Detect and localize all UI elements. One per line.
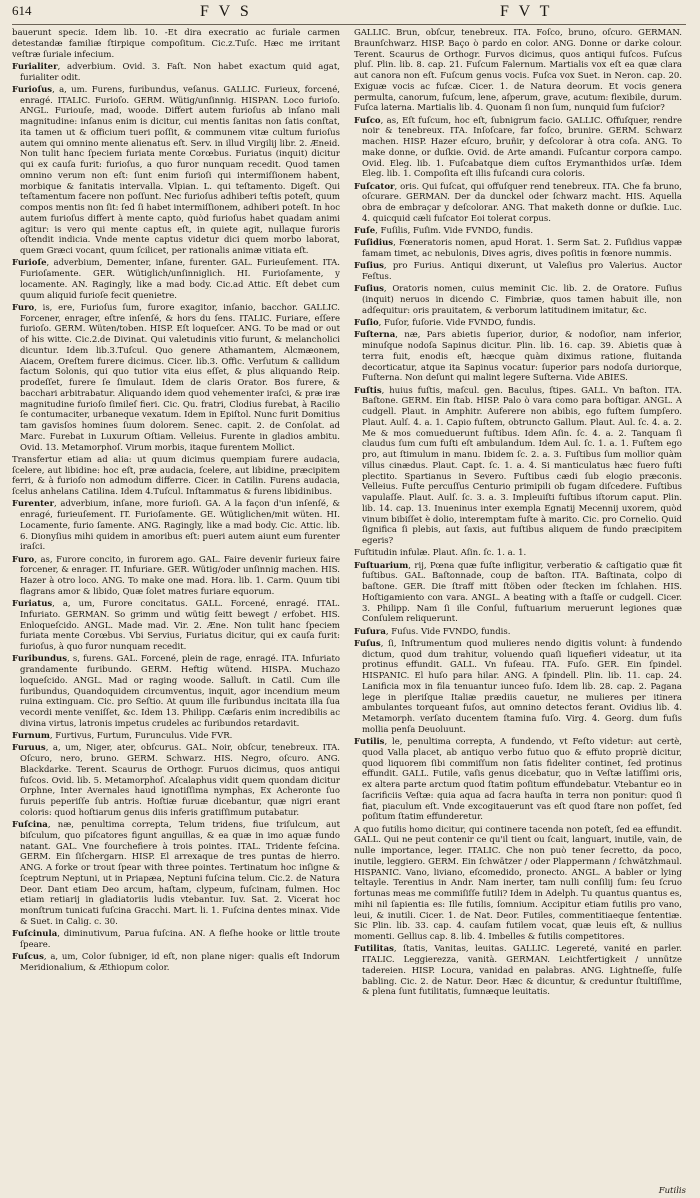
entry-text: , Oratoris nomen, cuius meminit Cic. lib. 2. de Oratore. Fuſius (inquit) neruos in dicendo C. Fimbriæ, quos tamen habuit ille, non adſequitur: oris prauitatem, & verborum latitudinem imitatur, &c. bbox=[362, 284, 682, 316]
entry-text: , as, Furore concito, in furorem ago. GAL. Faire devenir furieux faire forcener, & enrager. IT. Infuriare. GER. Wütig/oder unſinnig machen. HIS. Hazer à otro loco. ANG. To make one mad. Hora. lib. 1. Carm. Quum tibi flagrans amor & libido, Quæ ſolet matres furiare equorum. bbox=[20, 554, 340, 597]
dictionary-entry bbox=[354, 944, 682, 998]
dictionary-entry bbox=[12, 455, 340, 498]
entry-text: bauerunt speciε. Idem lib. 10. -Et dira execratio ac furiale carmen detestandæ familiæ ſtirpique compoſitum. Cic.z.Tuſc. Hæc me irritant veſtræ ſuriale infecium. bbox=[12, 28, 340, 60]
entry-text: , adverbium. Ovid. 3. Faſt. Non habet exactum quid agat, furialiter odit. bbox=[20, 61, 340, 83]
entry-text: , a, um, Color ſubniger, id eſt, non plane niger: qualis eſt Indorum Meridionalium, & Æthiopum color. bbox=[20, 952, 340, 973]
dictionary-entry bbox=[354, 548, 682, 559]
dictionary-entry bbox=[12, 743, 340, 818]
entry-text: , ſtatis, Vanitas, leuitas. GALLIC. Legereté, vanité en parler. ITALIC. Leggierezza, vanità. GERMAN. Leichtfertigkeit / unnütze tadereien. HISP. Locura, vanidad en palabras. ANG. Lightneſſe, fulſe babling. Cic. 2. de Natur. Deor. Hæc & dicuntur, & creduntur ſtultiſſime, & plena ſunt futilitatis, ſumnæque leuitatis. bbox=[362, 944, 682, 998]
entry-text: , ſi, Inſtrumentum quod mulieres nendo digitis volunt: à fundendo dictum, quod dum trahitur, voluendo quaſi liquefieri videatur, ut ita protinus effundit. GALL. Vn fuſeau. ITA. Fuſo. GER. Ein ſpindel. HISPANIC. El huſo para hilar. ANG. A ſpindell. Plin. lib. 11. cap. 24. Lanificia mox in fila tenuantur iunceo fuſo. Idem lib. 28. cap. 2. Pagana lege in pleriſque Italiæ prædiis cauetur, ne mulieres per itinera ambulantes torqueant fuſos, aut omnino detectos ferant. Ovidius lib. 4. Metamorph. verſato ducentem ſtamina fuſo. Virg. 4. Georg. dum fuſis mollia penſa Deuoluunt. bbox=[362, 638, 682, 735]
left-column bbox=[12, 28, 340, 1190]
entry-text: , as, Eſt fuſcum, hoc eſt, ſubnigrum facio. GALLIC. Offuſquer, rendre noir & tenebreux. ITA. Inſoſcare, far foſco, brunire. GERM. Schwarz machen. HISP. Hazer eſcuro, bruñir, y deſcolorar à otra coſa. ANG. To make donne, or duſkie. Ovid. de Arte amandi. Fuſcantur corpora campo. Ovid. Eleg. lib. 1. Fuſcabatque diem cuſtos Erymanthidos urſæ. Idem Eleg. lib. 1. Compoſita eſt illis fuſcandi cura coloris. bbox=[362, 115, 682, 180]
dictionary-entry bbox=[354, 28, 682, 114]
dictionary-entry bbox=[354, 561, 682, 626]
entry-text: , Fuſilis, Fuſim. Vide FVNDO, fundis. bbox=[375, 226, 534, 236]
entry-text: , is, ere, Furioſus ſum, furore exagitor, inſanio, bacchor. GALLIC. Forcener, enrager, eſtre inſenſé, & hors du ſens. ITALIC. Furiare, eſſere furioſo. GERM. Wüten/toben. HISP. Eſt loqueſcer. ANG. To be mad or out of his witte. Cic.2.de Divinat. Qui valetudinis vitio furunt, & melancholici dicuntur. Idem lib.3.Tuſcul. Quo genere Athamantem, Alcmæonem, Aiacem, Oreſtem furere dicimus. Cicer. lib.3. Offic. Verſutum & callidum factum Solonis, qui quo tutior vita eius eſſet, & plus aliquando Reip. prodeſſet, furere ſe ſimulaut. Idem de claris Orator. Bos furere, & bacchari arbitrabatur. Aliquando idem quod vehementer iraſci, & præ iræ magnitudine furioſo ſimileſ fieri. Cic. Qu. fratri, Clodius furebat, à Racilio ſe contumaciter, urbaneque vexatum. Idem in Epiſtol. Nunc furit Domitius tam gavisſos homines ſuum dolorem. Senec. capit. 2. de Conſolat. ad Marc. Furebat in Luxurum Oſtiam. Velleius. Furente in gladios ambitu. Ovid. 13. Metamorphoſ. Virum morbis, itaque furentem Mollict. bbox=[20, 302, 340, 453]
entry-headword: Futilis bbox=[354, 737, 385, 747]
entry-headword: Fuſius bbox=[354, 284, 384, 295]
entry-headword: Fuſus bbox=[354, 638, 381, 649]
entry-headword: Fuſio bbox=[354, 318, 379, 328]
dictionary-entry bbox=[354, 737, 682, 823]
entry-text: , Fuſor, fuſorie. Vide FVNDO, fundis. bbox=[378, 318, 536, 328]
entry-text: , diminutivum, Parua fuſcina. AN. A fleſhe hooke or little troute ſpeare. bbox=[20, 929, 340, 950]
entry-text: , rij, Pœna quæ fuſte infligitur, verberatio & caſtigatio quæ fit fuſtibus. GAL. Baſtonnade, coup de baſton. ITA. Baſtinata, colpo di baſtone. GER. Die ſtraff mitt ſtöben oder ſtecken im ſchlahen. HIS. Hoſtigamiento con vara. ANGL. A beating with a ſtaſſe or cudgell. Cicer. 3. Philipp. Nam ſi ille Conſul, fuſtuarium meruerunt legiones quæ Conſulem reliquerunt. bbox=[362, 560, 682, 625]
entry-headword: Furioſus bbox=[12, 84, 53, 95]
entry-headword: Fuſidius bbox=[354, 238, 394, 249]
entry-headword: Furioſe bbox=[12, 258, 47, 269]
dictionary-entry bbox=[12, 258, 340, 301]
page-number: 614 bbox=[12, 3, 32, 18]
entry-text: , a, um. Furens, furibundus, veſanus. GALLIC. Furieux, forcené, enragé. ITALIC. Furioſo. GERM. Wütig/unſinnig. HISPAN. Loco furioſo. ANGL. Furiouſe, mad, woode. Differt autem furioſus ab inſano mali magnitudine: inſanus enim is dicitur, cui mentis ſanitas non ſatis conſtat, ita tamen ut & officium tueri poſſit, & communem vitæ cultum furioſus autem qui omnino mente alienatus eſt. Serv. in illud Virgilij libr. 2. Æneid. Non tulit hanc ſpeciem furiata mente Corœbus. Furiatus (inquit) dicitur qui ex cauſa furit: furioſus, a quo furor nunquam recedit. Quod tamen omnino verum non eſt: ſunt enim furioſi qui intermiſſionem habent, morbique & fanitatis intervalla. Vlpian. L. qui teſtamento. Digeſt. Qui teſtamentum facere non poſſunt. Nec furioſus adhiberi teſtis poteſt, quum compos mentis non ſit: ſed ſi habet intermiſſionem, adhiberi poteſt. In hoc autem furioſus differt à mente capto, quòd furioſus habet quadam animi agitur: is vero qui mente captus eſt, in quiete agit, nullaque furoris oſtendit indicia. Vnde mente captus videtur dici quem morbo laborat, quem Græci vocant, quum ſcilicet, per rationalis animæ vitiata eſt. bbox=[20, 84, 340, 256]
dictionary-entry bbox=[12, 654, 340, 729]
entry-headword: Furiatus bbox=[12, 599, 53, 609]
entry-text: , huius fuſtis, maſcul. gen. Baculus, ſtipes. GALL. Vn baſton. ITA. Baſtone. GERM. Ein ſtab. HISP. Palo ò vara como para boſtigar. ANGL. A cudgell. Plaut. in Amphitr. Auferere non abibis, ego fuſtem ſumpſero. Plaut. Aulſ. 4. a. 1. Capio fuſtem, obtruncto Gallum. Plaut. Aul. ſc. 4. a. 2. Me & mos comueduerunt fuſtibus. Idem Aſin. ſc. 4. a. 2. Tanquam ſi claudus ſum cum fuſti eſt ambulandum. Idem Aul. ſc. 1. a. 1. Fuſtem ego pro, aut ſtimulum in manu. Ibidem ſc. 2. a. 3. Fuſtibus ſum mollior quàm villus cinædus. Plaut. Capt. ſc. 1. a. 4. Si manticulatus hæc fuero fuſti plectito. Spartianus in Severo. Fuſtibus cædi ſub elogio præconis. Velleius. Fuſte percuſſus Centurio primipili ob fugam diſcedere. Fuſtibus vapulaſſe. Plaut. Aulſ. ſc. 3. a. 3. Impleuiſti fuſtibus iſtorum caput. Plin. lib. 14. cap. 13. Inueninus inter exempla Egnatij Mecennij uxorem, quòd vinum bibiſſet è dolio, interemptam fuſte à marito. Cic. pro Cornelio. Quid ſignifica ſi plebis, aut ſaxis, aut fuſtibus aliquem de fundo præcipitem egeris? bbox=[362, 385, 682, 546]
entry-headword: Fuſtis bbox=[354, 385, 382, 396]
entry-headword: Futilitas bbox=[354, 944, 394, 955]
entry-headword: Fuſcina bbox=[12, 820, 48, 830]
entry-headword: Furenter bbox=[12, 499, 54, 510]
dictionary-entry bbox=[354, 261, 682, 283]
dictionary-entry bbox=[12, 85, 340, 257]
dictionary-entry bbox=[12, 929, 340, 951]
catchword: Futilis bbox=[658, 1186, 686, 1196]
entry-text: , Fuſus. Vide FVNDO, fundis. bbox=[385, 626, 511, 637]
dictionary-entry bbox=[354, 182, 682, 225]
entry-text: , Fœneratoris nomen, apud Horat. 1. Serm Sat. 2. Fuſidius vappæ famam timet, ac nebulonis, Dives agris, dives poſitis in fœnore nummis. bbox=[362, 238, 682, 259]
entry-text: Fuſtitudin infulæ. Plaut. Aſin. ſc. 1. a. 1. bbox=[354, 548, 527, 559]
dictionary-entry bbox=[354, 116, 682, 181]
dictionary-entry bbox=[354, 238, 682, 260]
dictionary-entry bbox=[12, 555, 340, 598]
entry-headword: Furo bbox=[12, 554, 35, 565]
dictionary-entry bbox=[12, 952, 340, 974]
entry-headword: Fuſcator bbox=[354, 181, 395, 192]
dictionary-entry bbox=[12, 62, 340, 84]
entry-text: , s, furens. GAL. Forcené, plein de rage, enragé. ITA. Infuriato grandamente furibundo. GERM. Heftig wütend. HISPA. Muchazo loqueſcido. ANGL. Mad or raging woode. Salluſt. in Catil. Cum ille furibundus, Quandoquidem circumventus, inquit, agor incendium meum ruina extinguam. Cic. pro Seſtio. At quum ille furibundus incitata illa ſua vecordi mente veniſſet, &c. Idem 13. Philipp. Cæſaris enim incredibilis ac divina virtus, latronis impetus crudeles ac furibundos retardavit. bbox=[20, 654, 340, 729]
entry-headword: Furuus bbox=[12, 743, 46, 754]
dictionary-entry bbox=[12, 303, 340, 454]
entry-headword: Fuſura bbox=[354, 626, 386, 637]
entry-headword: Fuſco bbox=[354, 115, 381, 126]
dictionary-entry bbox=[354, 386, 682, 547]
dictionary-entry bbox=[354, 639, 682, 736]
dictionary-entry bbox=[354, 284, 682, 316]
dictionary-entry bbox=[12, 731, 340, 742]
dictionary-entry bbox=[354, 627, 682, 638]
dictionary-entry bbox=[354, 318, 682, 329]
dictionary-entry bbox=[354, 825, 682, 943]
entry-headword: Fuſtuarium bbox=[354, 560, 409, 571]
dictionary-entry bbox=[12, 599, 340, 653]
dictionary-entry bbox=[12, 820, 340, 928]
dictionary-entry bbox=[354, 226, 682, 237]
entry-headword: Furo bbox=[12, 302, 35, 313]
entry-text: , næ, Pars abietis ſuperior, durior, & nodoſior, nam inferior, minuſque nodoſa Sapinus dicitur. Plin. lib. 16. cap. 39. Abietis quæ à terra fuit, enodis eſt, hæcque quàm diximus ratione, fluitanda decorticatur, atque ita Sapinus vocatur: ſuperior pars nodoſa duriorque, Fuſterna. Non deſunt qui malint legere Suſterna. Vide ABIES. bbox=[362, 330, 682, 384]
entry-headword: Furialiter bbox=[12, 61, 58, 72]
entry-headword: Furibundus bbox=[12, 654, 67, 665]
entry-text: , le, penultima correpta, A fundendo, vt Feſto videtur: aut certè, quod Valla placet, ab antiquo verbo futuo quo & effuto propriè dicitur, quod liquorem ſibi commiſſum non ſatis fideliter continet, ſed protinus effundit. GALL. Futile, vaſis genus dicebatur, quo in Veſtæ latiſſimi oris, ex altera parte arctum quod ſtatim poſitum effundebatur. Vtebantur eo in ſacrificiis Veſtæ: quia aqua ad ſacra hauſta in terra non ponitur: quod ſi fiat, piaculum eſt. Vnde excogitauerunt vas eſt quod ſtare non poſſet, ſed poſitum ſtatim effunderetur. bbox=[362, 737, 682, 823]
right-column bbox=[354, 28, 682, 1190]
entry-text: , a, um, Furore concitatus. GALL. Forcené, enragé. ITAL. Infuriato. GERMAN. So grimm und wütig ſeitt bewegt / erfobet. HIS. Enloqueſcido. ANGL. Made mad. Vir. 2. Æne. Non tulit hanc ſpeciem furiata mente Corœbus. Vbi Servius, Furiatus dicitur, qui ex cauſa furit: furioſus, à quo furor nunquam recedit. bbox=[20, 599, 340, 652]
entry-text: , a, um, Niger, ater, obſcurus. GAL. Noir, obſcur, tenebreux. ITA. Oſcuro, nero, bruno. GERM. Schwarz. HIS. Negro, oſcuro. ANG. Blackdarke. Terent. Scaurus de Orthogr. Furuos dicimus, quos antiqui fuſcos. Ovid. lib. 5. Metamorphoſ. Aſcalaphus vidit quem quondam dicitur Orphne, Inter Avernales haud ignotiſſima nymphas, Ex Acheronte ſuo furuis peperiſſe ſub antris. Hoſtiæ furuæ dicebantur, quæ nigri erant coloris: quod hoſtiarum genus diis inferis gratiſſimum putabatur. bbox=[20, 743, 340, 818]
entry-text: , adverbium, inſane, more furioſi. GA. A la façon d'un inſenſé, & enragé, furieuſement. IT. Furioſamente. GE. Wütiglichen/mit wüten. HI. Locamente, furio ſamente. ANG. Ragingly, like a mad body. Cic. Attic. lib. 6. Dionyſius mihi quidem in amoribus eſt: pueri autem aiunt eum furenter iraſci. bbox=[20, 499, 340, 553]
entry-text: , næ, penultima correpta, Telum tridens, fiue triſulcum, aut biſculum, quo piſcatores figunt anguillas, & ea quæ in imo aquæ fundo natant. GAL. Vne fourchefiere à trois pointes. ITAL. Tridente feſcina. GERM. Ein ſiſchergarn. HISP. El arrexaque de tres puntas de hierro. ANG. A forke or trout ſpear with three pointes. Tertinatum hoc inſigne & ſceptrum Neptuni, ut in Priapæa, Neptuni fuſcina telum. Cic.2. de Natura Deor. Dant etiam Deo arcum, haſtam, clypeum, fuſcinam, fulmen. Hoc etiam retiarij in gladiatoriis ludis vtebantur. Iuv. Sat. 2. Vicerat hoc monſtrum tunicati fuſcina Gracchi. Mart. li. 1. Fuſcina dentes minax. Vide & Suet. in Calig. c. 30. bbox=[20, 820, 340, 927]
entry-headword: Fuſcinula bbox=[12, 929, 58, 939]
entry-text: A quo futilis homo dicitur, qui continere tacenda non poteſt, ſed ea effundit. GALL. Qui ne peut contenir ce qu'il tient ou ſcait, languart, inutile, vain, de nulle importance, leger. ITALIC. Che non può tener ſecretto, da poco, inutile, leggiero. GERM. Ein ſchwätzer / oder Plappermann / ſchwätzhmaul. HISPANIC. Vano, liviano, eſcomedido, pronecto. ANGL. A babler or lying teltayle. Terentius in Andr. Nam inerter, tam nulli conſilij ſum: ſeu ſcruo fortunas meas me commiſiſſe futili? Idem in Adelph. Tu quantus quantus es, mihi nil ſapientia es: Ille futilis, ſomnium. Accipitur etiam futilis pro vano, leui, & inutili. Cicer. 1. de Nat. Deor. Futiles, commentitiaeque ſententiæ. Sic Plin. lib. 33. cap. 4. cauſam futilem vocat, quæ leuis eſt, & nullius momenti. Gellius cap. 8. lib. 4. Imbelles & futilis competitores. bbox=[354, 824, 682, 942]
entry-text: GALLIC. Brun, obſcur, tenebreux. ITA. Foſco, bruno, oſcuro. GERMAN. Braunſchwarz. HISP. Baço ò pardo en color. ANG. Donne or darke colour. Terent. Scaurus de Orthogr. Furvos dicimus, quos antiqui fuſcos. Fuſcus pluſ. Plin. lib. 8. cap. 21. Fuſcum Falernum. Martialis vox eſt ea quæ clara aut canora non eſt. Fuſcum genus vocis. Fuſca vox Suet. in Neron. cap. 20. Exiguæ vocis ac fuſcæ. Cicer. 1. de Natura deorum. Et vocis genera permulta, canorum, fuſcum, lene, aſperum, grave, acutum: flexibile, durum. Fuſca laterna. Martialis lib. 4. Quonam ſi non ſum, nunquid ſum fuſcior? bbox=[354, 28, 682, 114]
entry-headword: Fuſe bbox=[354, 226, 376, 236]
entry-text: , pro Furius. Antiqui dixerunt, ut Valeſius pro Valerius. Auctor Feſtus. bbox=[362, 261, 682, 282]
entry-headword: Furnum bbox=[12, 731, 50, 741]
entry-text: , oris. Qui fuſcat, qui offuſquer rend tenebreux. ITA. Che fa bruno, oſcurare. GERMAN. Der da dunckel oder ſchwarz macht. HIS. Aquella obra de embraçar y deſcolorar. ANG. That maketh donne or duſkie. Luc. 4. quicquid cæli fuſcator Eoi tolerat corpus. bbox=[362, 181, 682, 224]
dictionary-entry bbox=[12, 499, 340, 553]
left-running-head: F V S bbox=[200, 3, 252, 20]
entry-headword: Fuſius bbox=[354, 261, 384, 272]
entry-text: , adverbium, Dementer, inſane, furenter. GAL. Furieuſement. ITA. Furioſamente. GER. Wütiglich/unſinniglich. HI. Furioſamente, y locamente. AN. Ragingly, like a mad body. Cic.ad Attic. Eſt debet cum quum aliquid furioſe fecit quenietre. bbox=[20, 258, 340, 301]
dictionary-entry bbox=[12, 28, 340, 60]
running-header bbox=[12, 0, 686, 25]
entry-text: Transfertur etiam ad alia: ut quum dicimus quempiam furere audacia, ſcelere, aut libidine: hoc eſt, præ audacia, ſcelere, aut libidine, præcipitem ferri, & à furioſo non admodum differre. Cicer. in Catilin. Furens audacia, ſcelus anhelans Catilina. Idem 4.Tuſcul. Inſtammatus & furens libidinibus. bbox=[12, 454, 340, 497]
text-columns bbox=[12, 28, 686, 1190]
entry-headword: Fuſterna bbox=[354, 330, 396, 341]
dictionary-entry bbox=[354, 330, 682, 384]
entry-text: , Furtivus, Furtum, Furunculus. Vide FVR. bbox=[49, 731, 233, 741]
entry-headword: Fuſcus bbox=[12, 952, 44, 962]
right-running-head: F V T bbox=[500, 3, 553, 20]
